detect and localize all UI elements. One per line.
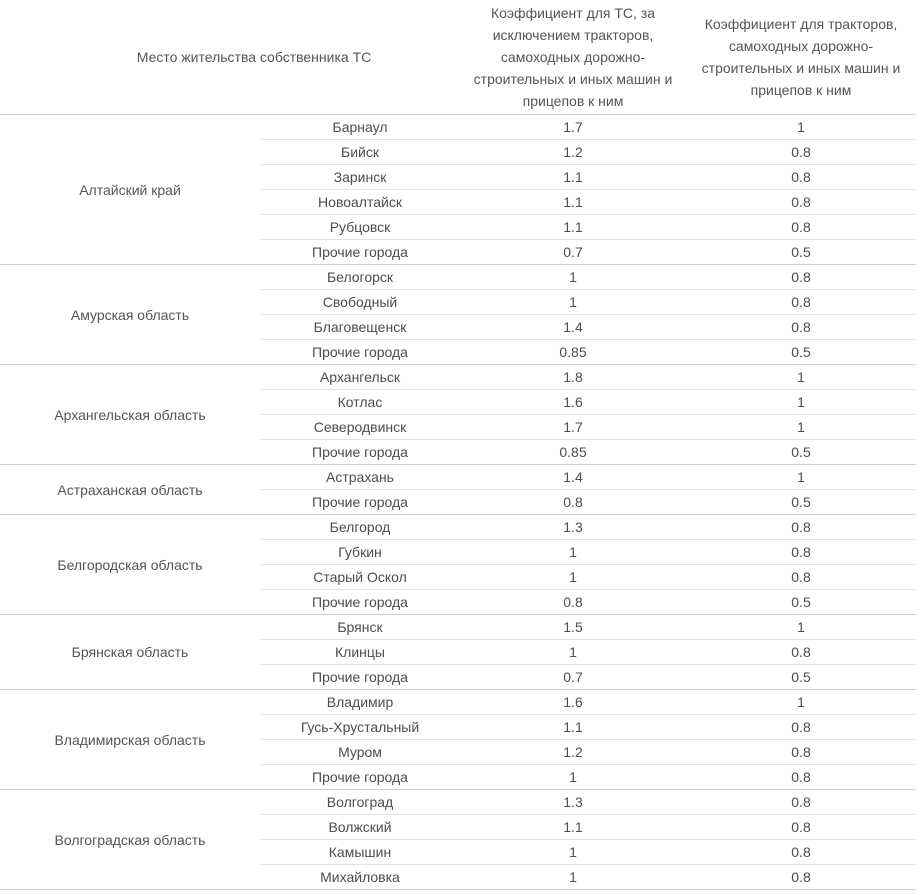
vehicle-coefficient-cell: 1 (460, 290, 686, 315)
table-row (0, 515, 916, 540)
vehicle-coefficient-cell: 0.85 (460, 440, 686, 465)
vehicle-coefficient-cell: 1.1 (460, 190, 686, 215)
region-cell: Белгородская область (0, 515, 260, 615)
city-cell: Прочие города (260, 240, 460, 265)
tractor-coefficient-cell: 0.8 (686, 140, 916, 165)
region-cell: Архангельская область (0, 365, 260, 465)
table-row (0, 790, 916, 815)
city-cell: Барнаул (260, 115, 460, 140)
tractor-coefficient-cell: 0.8 (686, 640, 916, 665)
tractor-coefficient-cell: 0.5 (686, 240, 916, 265)
tractor-coefficient-cell: 0.8 (686, 790, 916, 815)
tractor-coefficient-cell: 0.8 (686, 215, 916, 240)
vehicle-coefficient-cell: 1.1 (460, 715, 686, 740)
tractor-coefficient-cell: 0.8 (686, 540, 916, 565)
vehicle-coefficient-cell: 1 (460, 540, 686, 565)
vehicle-coefficient-cell: 0.8 (460, 590, 686, 615)
vehicle-coefficient-cell: 1.3 (460, 790, 686, 815)
header-region (0, 0, 460, 115)
region-cell: Брянская область (0, 615, 260, 690)
tractor-coefficient-cell: 1 (686, 365, 916, 390)
city-cell: Заринск (260, 165, 460, 190)
city-cell: Прочие города (260, 340, 460, 365)
city-cell: Благовещенск (260, 315, 460, 340)
tractor-coefficient-cell: 0.8 (686, 565, 916, 590)
table-body (0, 115, 916, 890)
vehicle-coefficient-cell: 1 (460, 765, 686, 790)
vehicle-coefficient-cell: 0.8 (460, 490, 686, 515)
region-cell: Волгоградская область (0, 790, 260, 890)
city-cell: Гусь-Хрустальный (260, 715, 460, 740)
city-cell: Клинцы (260, 640, 460, 665)
vehicle-coefficient-cell: 1 (460, 840, 686, 865)
tractor-coefficient-cell: 0.8 (686, 765, 916, 790)
table-header-row (0, 0, 916, 115)
city-cell: Прочие города (260, 765, 460, 790)
region-cell: Астраханская область (0, 465, 260, 515)
vehicle-coefficient-cell: 1.7 (460, 115, 686, 140)
tractor-coefficient-cell: 0.5 (686, 665, 916, 690)
city-cell: Бийск (260, 140, 460, 165)
city-cell: Камышин (260, 840, 460, 865)
vehicle-coefficient-cell: 1 (460, 565, 686, 590)
tractor-coefficient-cell: 0.5 (686, 440, 916, 465)
city-cell: Новоалтайск (260, 190, 460, 215)
header-tractor: Коэффициент для тракторов, самоходных дорожно-строительных и иных машин и прицепов к ним (686, 0, 916, 115)
tractor-coefficient-cell: 0.8 (686, 715, 916, 740)
vehicle-coefficient-cell: 1 (460, 265, 686, 290)
city-cell: Котлас (260, 390, 460, 415)
tractor-coefficient-cell: 0.8 (686, 265, 916, 290)
vehicle-coefficient-cell: 1.1 (460, 215, 686, 240)
vehicle-coefficient-cell: 1.6 (460, 690, 686, 715)
vehicle-coefficient-cell: 1.5 (460, 615, 686, 640)
tractor-coefficient-cell: 0.5 (686, 340, 916, 365)
city-cell: Свободный (260, 290, 460, 315)
city-cell: Прочие города (260, 440, 460, 465)
tractor-coefficient-cell: 1 (686, 115, 916, 140)
vehicle-coefficient-cell: 1.1 (460, 165, 686, 190)
tractor-coefficient-cell: 1 (686, 415, 916, 440)
city-cell: Прочие города (260, 490, 460, 515)
city-cell: Белгород (260, 515, 460, 540)
tractor-coefficient-cell: 1 (686, 615, 916, 640)
region-cell: Амурская область (0, 265, 260, 365)
vehicle-coefficient-cell: 1.4 (460, 465, 686, 490)
table-row (0, 365, 916, 390)
tractor-coefficient-cell: 0.5 (686, 590, 916, 615)
vehicle-coefficient-cell: 1.2 (460, 740, 686, 765)
city-cell: Северодвинск (260, 415, 460, 440)
city-cell: Михайловка (260, 865, 460, 890)
tractor-coefficient-cell: 0.5 (686, 490, 916, 515)
tractor-coefficient-cell: 1 (686, 690, 916, 715)
vehicle-coefficient-cell: 0.7 (460, 240, 686, 265)
vehicle-coefficient-cell: 1.3 (460, 515, 686, 540)
tractor-coefficient-cell: 0.8 (686, 840, 916, 865)
city-cell: Волжский (260, 815, 460, 840)
table-row (0, 690, 916, 715)
vehicle-coefficient-cell: 0.85 (460, 340, 686, 365)
city-cell: Брянск (260, 615, 460, 640)
tractor-coefficient-cell: 0.8 (686, 740, 916, 765)
table-row (0, 465, 916, 490)
city-cell: Архангельск (260, 365, 460, 390)
vehicle-coefficient-cell: 0.7 (460, 665, 686, 690)
vehicle-coefficient-cell: 1 (460, 640, 686, 665)
table-bottom-border (0, 889, 916, 890)
table-row (0, 115, 916, 140)
city-cell: Астрахань (260, 465, 460, 490)
header-vehicle: Коэффициент для ТС, за исключением тракторов, самоходных дорожно-строительных и иных машин и прицепов к ним (460, 0, 686, 115)
city-cell: Волгоград (260, 790, 460, 815)
city-cell: Рубцовск (260, 215, 460, 240)
vehicle-coefficient-cell: 1 (460, 865, 686, 890)
header-region-label: Место жительства собственника ТС (136, 49, 372, 65)
vehicle-coefficient-cell: 1.6 (460, 390, 686, 415)
tractor-coefficient-cell: 1 (686, 390, 916, 415)
tractor-coefficient-cell: 0.8 (686, 865, 916, 890)
table-row (0, 615, 916, 640)
region-cell: Владимирская область (0, 690, 260, 790)
vehicle-coefficient-cell: 1.4 (460, 315, 686, 340)
city-cell: Муром (260, 740, 460, 765)
city-cell: Губкин (260, 540, 460, 565)
vehicle-coefficient-cell: 1.1 (460, 815, 686, 840)
table-row (0, 265, 916, 290)
tractor-coefficient-cell: 0.8 (686, 290, 916, 315)
city-cell: Прочие города (260, 665, 460, 690)
city-cell: Прочие города (260, 590, 460, 615)
tractor-coefficient-cell: 0.8 (686, 515, 916, 540)
city-cell: Владимир (260, 690, 460, 715)
vehicle-coefficient-cell: 1.8 (460, 365, 686, 390)
city-cell: Белогорск (260, 265, 460, 290)
city-cell: Старый Оскол (260, 565, 460, 590)
vehicle-coefficient-cell: 1.7 (460, 415, 686, 440)
region-cell: Алтайский край (0, 115, 260, 265)
tractor-coefficient-cell: 0.8 (686, 190, 916, 215)
tractor-coefficient-cell: 0.8 (686, 815, 916, 840)
tractor-coefficient-cell: 1 (686, 465, 916, 490)
tractor-coefficient-cell: 0.8 (686, 165, 916, 190)
vehicle-coefficient-cell: 1.2 (460, 140, 686, 165)
tractor-coefficient-cell: 0.8 (686, 315, 916, 340)
